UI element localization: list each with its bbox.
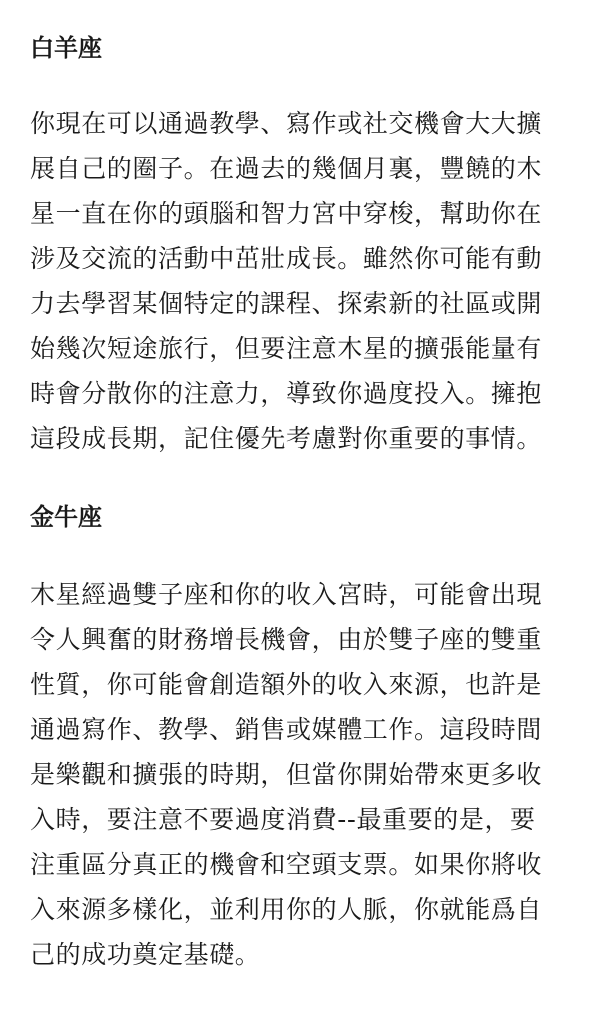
section-heading-aries: 白羊座 xyxy=(30,34,102,62)
text-line: 入來源多樣化，並利用你的人脈，你就能爲自 xyxy=(30,895,543,924)
text-line: 力去學習某個特定的課程、探索新的社區或開 xyxy=(30,289,543,318)
text-line: 通過寫作、教學、銷售或媒體工作。這段時間 xyxy=(30,715,543,744)
text-line: 木星經過雙子座和你的收入宮時，可能會出現 xyxy=(30,580,543,609)
text-line: 時會分散你的注意力，導致你過度投入。擁抱 xyxy=(30,379,543,408)
text-line: 這段成長期，記住優先考慮對你重要的事情。 xyxy=(30,424,543,453)
text-line: 入時，要注意不要過度消費--最重要的是，要 xyxy=(30,805,536,834)
section-body-taurus xyxy=(30,572,581,977)
section-body-aries xyxy=(30,101,581,461)
text-line: 令人興奮的財務增長機會，由於雙子座的雙重 xyxy=(30,625,543,654)
text-line: 始幾次短途旅行，但要注意木星的擴張能量有 xyxy=(30,334,543,363)
text-line: 注重區分真正的機會和空頭支票。如果你將收 xyxy=(30,850,543,879)
text-line: 涉及交流的活動中茁壯成長。雖然你可能有動 xyxy=(30,244,543,273)
text-line: 性質，你可能會創造額外的收入來源，也許是 xyxy=(30,670,543,699)
text-line: 是樂觀和擴張的時期，但當你開始帶來更多收 xyxy=(30,760,543,789)
text-line: 星一直在你的頭腦和智力宮中穿梭，幫助你在 xyxy=(30,199,543,228)
section-heading-taurus: 金牛座 xyxy=(30,503,102,531)
text-line: 展自己的圈子。在過去的幾個月裏，豐饒的木 xyxy=(30,154,543,183)
text-line: 己的成功奠定基礎。 xyxy=(30,940,261,969)
text-line: 你現在可以通過教學、寫作或社交機會大大擴 xyxy=(30,109,543,138)
